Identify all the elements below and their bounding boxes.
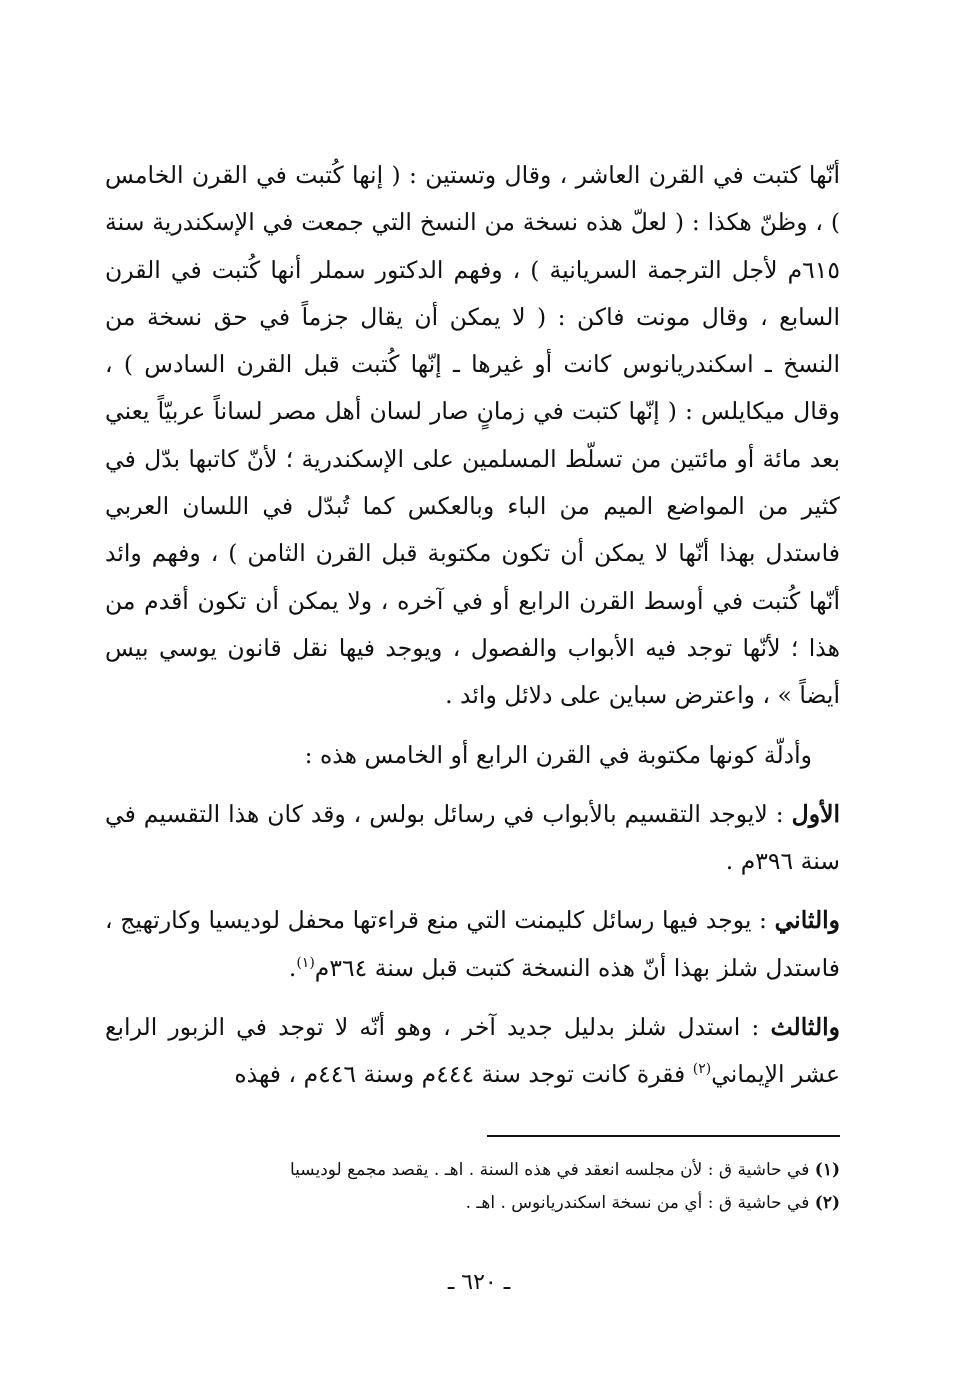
footnote-2 <box>105 1187 840 1220</box>
footnote-separator <box>487 1135 840 1137</box>
footnote-ref-2[interactable]: (٢) <box>692 1061 712 1078</box>
paragraph-third-text-b: فقرة كانت توجد سنة ٤٤٤م وسنة ٤٤٦م ، فهذه <box>234 1060 693 1089</box>
footnote-number-1: (١) <box>814 1160 840 1180</box>
paragraph-second-text: : يوجد فيها رسائل كليمنت التي منع قراءتها محفل لوديسيا وكارتهيج ، فاستدل شلز بهذا أنّ هذه النسخة كتبت قبل سنة ٣٦٤م <box>105 906 840 982</box>
paragraph-2: وأدلّة كونها مكتوبة في القرن الرابع أو الخامس هذه : <box>304 740 812 769</box>
paragraph-1: أنّها كتبت في القرن العاشر ، وقال وتستين : ( إنها كُتبت في القرن الخامس ) ، وظنّ هكذا : ( لعلّ هذه نسخة من النسخ التي جمعت في الإسكندرية سنة ٦١٥م لأجل الترجمة السريانية ) ، وفهم الدكتور سملر أنها كُتبت في القرن السابع ، وقال مونت فاكن : ( لا يمكن أن يقال جزماً في حق نسخة من النسخ ـ اسكندريانوس كانت أو غيرها ـ إنّها كُتبت قبل القرن السادس ) ، وقال ميكايلس : ( إنّها كتبت في زمانٍ صار لسان أهل مصر لساناً عربيّاً يعني بعد مائة أو مائتين من تسلّط المسلمين على الإسكندرية ؛ لأنّ كاتبها بدّل في كثير من المواضع الميم من الباء وبالعكس كما تُبدّل في اللسان العربي فاستدل بهذا أنّها لا يمكن أن تكون مكتوبة قبل القرن الثامن ) ، وفهم وائد أنّها كُتبت في أوسط القرن الرابع أو في آخره ، ولا يمكن أن تكون أقدم من هذا ؛ لأنّها توجد فيه الأبواب والفصول ، ويوجد فيها نقل قانون يوسي بيس أيضاً » ، واعترض سباين على دلائل وائد . <box>105 161 840 710</box>
lead-word-third: والثالث <box>770 1013 840 1042</box>
footnote-text-1: في حاشية ق : لأن مجلسه انعقد في هذه السنة . اهـ . يقصد مجمع لوديسيا <box>289 1160 815 1180</box>
footnote-ref-1[interactable]: (١) <box>296 954 315 971</box>
footnote-text-2: في حاشية ق : أي من نسخة اسكندريانوس . اهـ . <box>465 1193 815 1213</box>
paragraph-second-evidence <box>105 897 840 992</box>
footnote-number-2: (٢) <box>814 1193 840 1213</box>
main-text <box>105 152 840 1099</box>
paragraph-second-end: . <box>288 953 297 982</box>
page-number: ـ ٦٢٠ ـ <box>447 1270 511 1295</box>
footnote-1 <box>105 1154 840 1187</box>
paragraph-first-text: : لايوجد التقسيم بالأبواب في رسائل بولس ، وقد كان هذا التقسيم في سنة ٣٩٦م . <box>105 799 840 876</box>
footnotes <box>105 1154 840 1220</box>
lead-word-second: والثاني <box>774 906 840 935</box>
paragraph-third-evidence <box>105 1004 840 1099</box>
paragraph-first-evidence <box>105 791 840 886</box>
paragraph-third-text-a: : استدل شلز بدليل جديد آخر ، وهو أنّه لا توجد في الزبور الرابع عشر الإيماني <box>105 1013 840 1089</box>
lead-word-first: الأول <box>791 799 840 828</box>
